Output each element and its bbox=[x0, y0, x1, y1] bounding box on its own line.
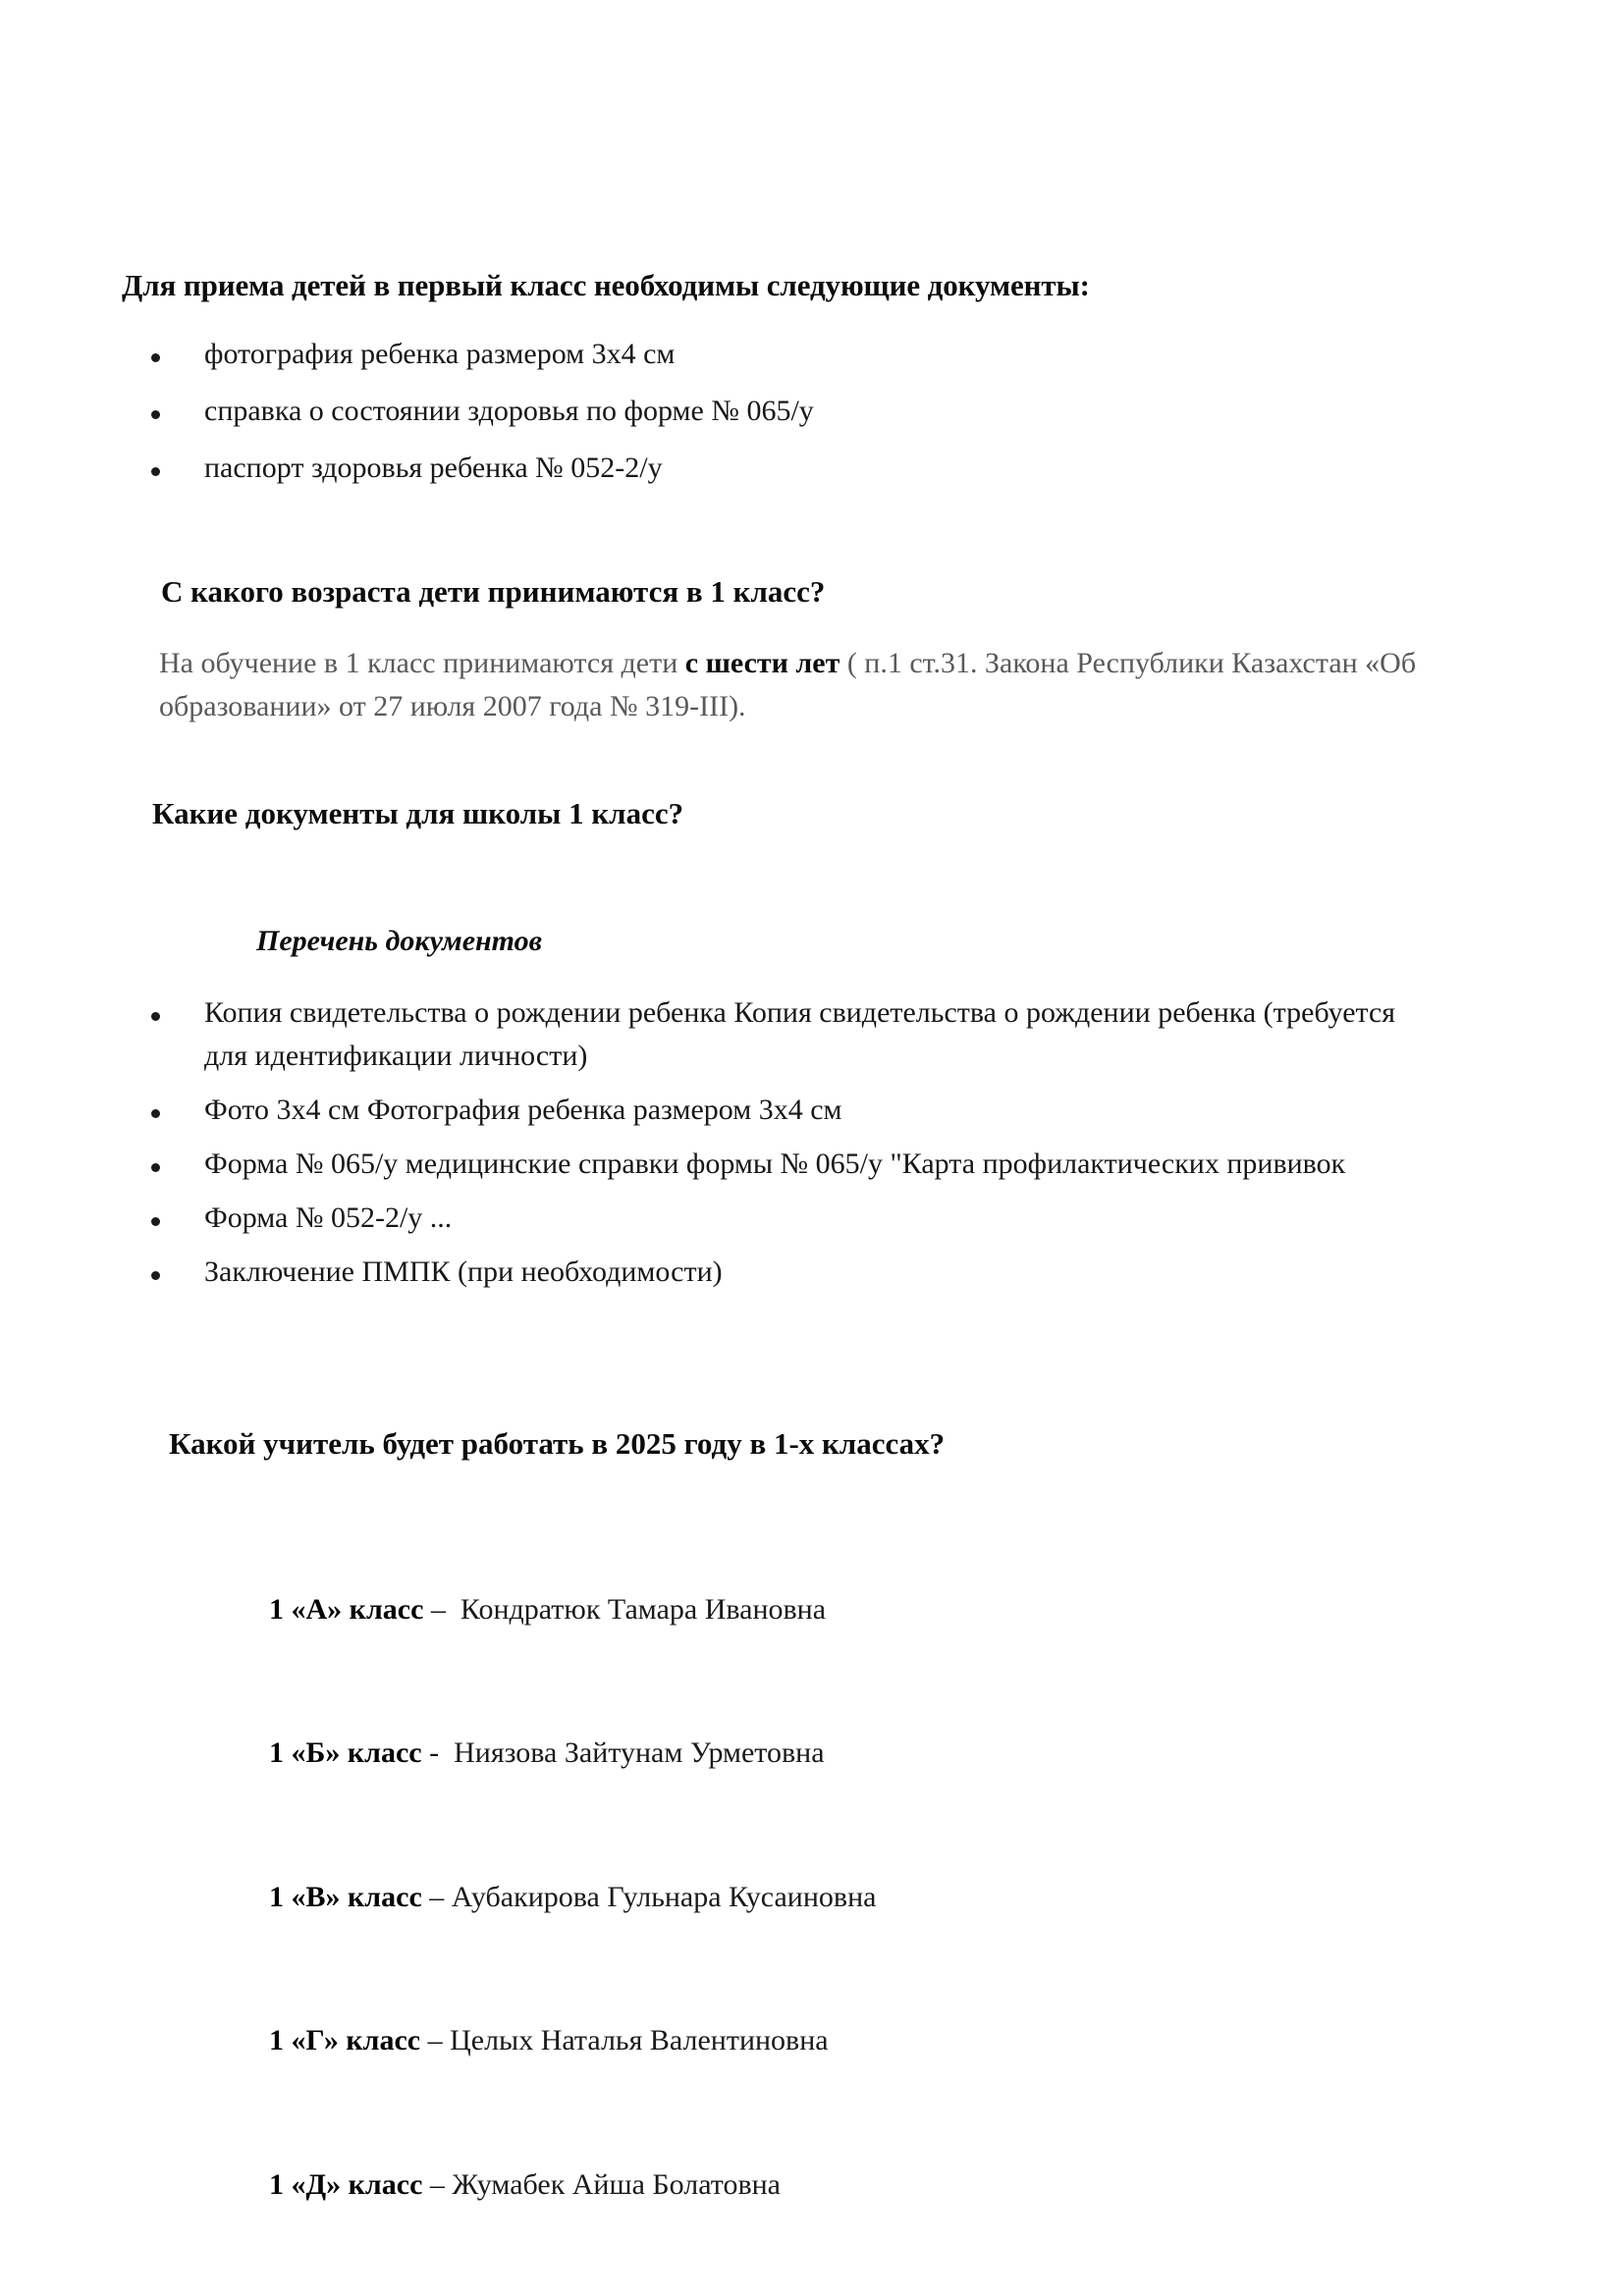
teacher-row bbox=[210, 2129, 1388, 2240]
school-documents-list bbox=[122, 991, 1442, 1305]
separator: – bbox=[423, 1592, 460, 1626]
class-label: 1 «Б» класс bbox=[269, 1736, 422, 1769]
admission-age-text-before: На обучение в 1 класс принимаются дети bbox=[159, 647, 685, 679]
list-item: Фото 3х4 см Фотография ребенка размером 3х4 см bbox=[122, 1089, 1442, 1132]
teacher-name: Аубакирова Гульнара Кусаиновна bbox=[451, 1880, 877, 1913]
required-documents-heading: Для приема детей в первый класс необходимы следующие документы: bbox=[122, 268, 1090, 302]
list-item: фотография ребенка размером 3х4 см bbox=[122, 333, 1418, 376]
teacher-name: Жумабек Айша Болатовна bbox=[452, 2167, 781, 2201]
list-item: паспорт здоровья ребенка № 052-2/у bbox=[122, 447, 1418, 490]
separator: – bbox=[420, 2024, 451, 2056]
class-label: 1 «А» класс bbox=[269, 1592, 424, 1626]
list-item: справка о состоянии здоровья по форме № 065/у bbox=[122, 390, 1418, 433]
teachers-list bbox=[210, 1554, 1388, 2273]
teacher-row bbox=[210, 1842, 1388, 1952]
class-label: 1 «Д» класс bbox=[269, 2167, 423, 2201]
separator: - bbox=[421, 1736, 455, 1769]
documents-list-title: Перечень документов bbox=[256, 925, 543, 957]
list-item: Заключение ПМПК (при необходимости) bbox=[122, 1251, 1442, 1294]
list-item: Копия свидетельства о рождении ребенка Копия свидетельства о рождении ребенка (требуется для идентификации личности) bbox=[122, 991, 1442, 1078]
class-label: 1 «Г» класс bbox=[269, 2024, 421, 2056]
class-label: 1 «В» класс bbox=[269, 1880, 422, 1913]
teacher-row bbox=[210, 1986, 1388, 2097]
teacher-name: Ниязова Зайтунам Урметовна bbox=[454, 1736, 825, 1769]
required-documents-list bbox=[122, 333, 1418, 504]
teacher-name: Кондратюк Тамара Ивановна bbox=[460, 1592, 827, 1626]
teacher-name: Целых Наталья Валентиновна bbox=[450, 2024, 829, 2056]
list-item: Форма № 052-2/у ... bbox=[122, 1197, 1442, 1240]
teacher-row bbox=[210, 1554, 1388, 1665]
admission-age-text-after: ( п.1 ст.31. Закона Республики Казахстан «Об образовании» от 27 июля 2007 года № 319-III). bbox=[159, 647, 1417, 722]
teacher-row bbox=[210, 1698, 1388, 1809]
admission-age-heading: С какого возраста дети принимаются в 1 класс? bbox=[161, 574, 826, 609]
separator: – bbox=[421, 1880, 452, 1913]
list-item: Форма № 065/у медицинские справки формы № 065/у "Карта профилактических прививок bbox=[122, 1143, 1442, 1186]
school-documents-heading: Какие документы для школы 1 класс? bbox=[152, 796, 684, 830]
admission-age-emphasis: с шести лет bbox=[684, 647, 840, 679]
admission-age-paragraph bbox=[159, 642, 1421, 728]
separator: – bbox=[422, 2167, 453, 2201]
teachers-heading: Какой учитель будет работать в 2025 году в 1-х классах? bbox=[169, 1426, 946, 1461]
